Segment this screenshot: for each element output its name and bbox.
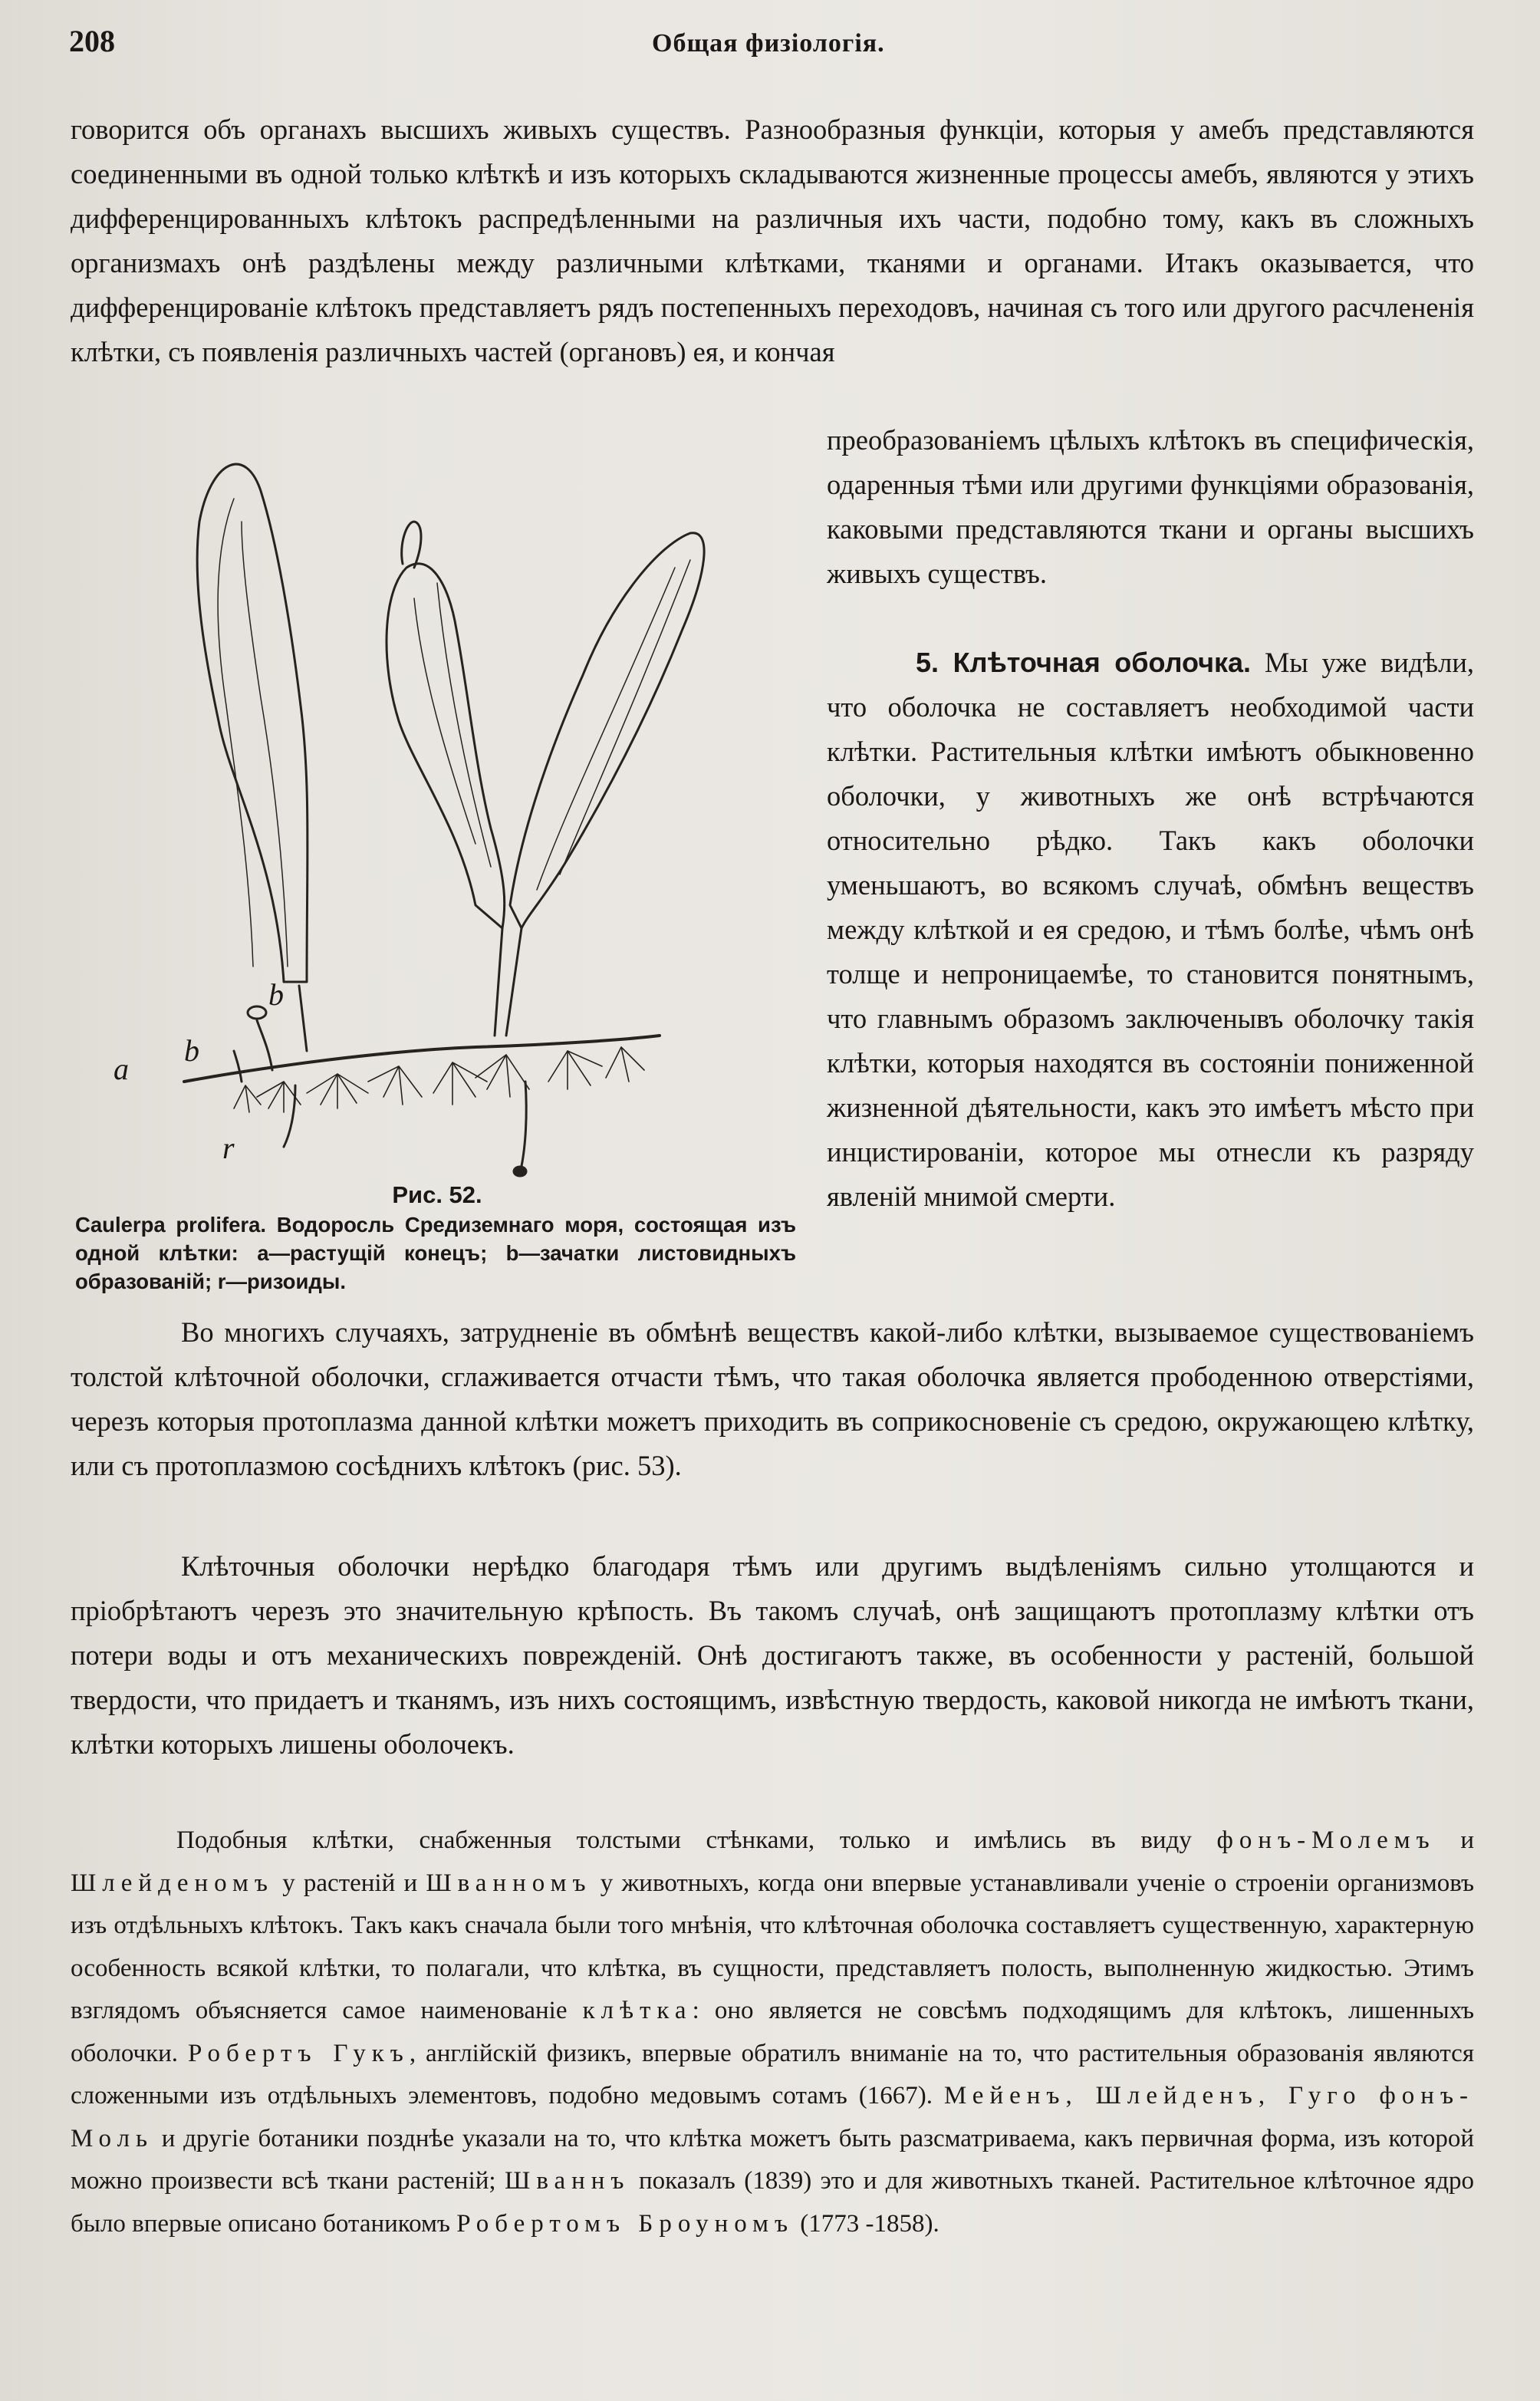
historical-note [71,1820,1474,2245]
note-name-brown: Робертомъ Броуномъ [456,2209,795,2238]
paragraph-1 [71,107,1474,374]
running-title: Общая физіологія. [652,29,885,58]
label-b-1: b [184,1033,199,1068]
note-text-5: : оно является не совсѣмъ подходящимъ для клѣтокъ, лишенныхъ оболочки. [71,1997,1475,2067]
note-name-hooke: Робертъ Гукъ [187,2039,410,2067]
figure-number: Рис. 52. [392,1181,482,1208]
note-text-2: и [1460,1826,1475,1854]
figure-52 [75,441,796,1293]
label-r: r [222,1131,235,1165]
note-word-cell: клѣтка [582,1997,693,2024]
label-b-2: b [268,977,284,1012]
page-number: 208 [69,24,115,58]
paragraph-1-continued [827,418,1474,596]
section-heading: 5. Клѣточная оболочка. [916,647,1252,678]
running-head [69,23,1473,69]
paragraph-2-text: Мы уже видѣли, что оболочка не составляетъ необходимой части клѣтки. Растительныя клѣтки имѣютъ обыкновенно оболочки, у животныхъ же онѣ встрѣчаются относительно рѣдко. Такъ какъ оболочки уменьшаютъ, во всякомъ случаѣ, обмѣнъ веществъ между клѣткой и ея средою, и тѣмъ болѣе, чѣмъ онѣ толще и непроницаемѣе, то становится понятнымъ, что главнымъ образомъ заключенывъ оболочку такія клѣтки, которыя находятся въ состояніи пониженной жизненной дѣятельности, какъ это имѣетъ мѣсто при инцистированіи, которое мы отнесли къ разряду явленій мнимой смерти. [827,647,1475,1212]
figure-species: Caulerpa prolifera. [75,1213,267,1237]
paragraph-1-text: говорится объ органахъ высшихъ живыхъ существъ. Разнообразныя функціи, которыя у амебъ представляются соединенными въ одной только клѣткѣ и изъ которыхъ складываются жизненные процессы амебъ, являются у этихъ дифференцированныхъ клѣтокъ распредѣленными на различныя ихъ части, подобно тому, какъ въ сложныхъ организмахъ онѣ раздѣлены между различными клѣтками, тканями и органами. Итакъ оказывается, что дифференцированіе клѣтокъ представляетъ рядъ постепенныхъ переходовъ, начиная съ того или другого расчлененія клѣтки, съ появленія различныхъ частей (органовъ) ея, и кончая [71,114,1474,367]
paragraph-3 [71,1310,1474,1488]
note-text-7: и другіе ботаники позднѣе указали на то, что клѣтка можетъ быть разсматриваема, какъ первичная форма, изъ которой можно произвести всѣ ткани растеній; [71,2124,1475,2195]
figure-caption [75,1210,796,1296]
paragraph-1-continued-text: преобразованіемъ цѣлыхъ клѣтокъ въ специфическія, одаренныя тѣми или другими функціями образованія, каковыми представляются ткани и органы высшихъ живыхъ существъ. [827,424,1474,589]
label-a: a [114,1052,129,1086]
paragraph-2 [827,641,1474,1219]
caulerpa-illustration [107,441,767,1177]
figure-caption-text: Водоросль Средиземнаго моря, состоящая изъ одной клѣтки: a—растущій конецъ; b—зачатки листовидныхъ образованій; r—ризоиды. [75,1213,796,1293]
note-name-mohl: фонъ-Молемъ [1216,1826,1436,1854]
note-text-1: Подобныя клѣтки, снабженныя толстыми стѣнками, только и имѣлись въ виду [176,1826,1192,1854]
note-name-meyen: Мейенъ, Шлейденъ, Гуго фонъ-Моль [71,2082,1474,2152]
note-text-3: у растеній и [282,1869,418,1897]
note-name-schwann: Шванномъ [426,1869,592,1897]
note-text-4: у животныхъ, когда они впервые устанавливали ученіе о строеніи организмовъ изъ отдѣльныхъ клѣтокъ. Такъ какъ сначала были того мнѣнія, что клѣточная оболочка составляетъ существенную, характерную особенность всякой клѣтки, то полагали, что клѣтка, въ сущности, представляетъ полость, выполненную жидкостью. Этимъ взглядомъ объясняется самое наименованіе [71,1869,1475,2024]
paragraph-4-text: Клѣточныя оболочки нерѣдко благодаря тѣмъ или другимъ выдѣленіямъ сильно утолщаются и пріобрѣтаютъ черезъ это значительную крѣпость. Въ такомъ случаѣ, онѣ защищаютъ протоплазму клѣтки отъ потери воды и отъ механическихъ поврежденій. Онѣ достигаютъ также, въ особенности у растеній, большой твердости, что придаетъ и тканямъ, изъ нихъ состоящимъ, извѣстную твердость, каковой никогда не имѣютъ ткани, клѣтки которыхъ лишены оболочекъ. [71,1550,1474,1760]
note-text-6: , англійскій физикъ, впервые обратилъ вниманіе на то, что растительныя образованія являются сложенными изъ отдѣльныхъ элементовъ, подобно медовымъ сотамъ (1667). [71,2039,1474,2110]
note-text-8: показалъ (1839) это и для животныхъ тканей. Растительное клѣточное ядро было впервые описано ботаникомъ [71,2167,1475,2238]
note-name-schleiden: Шлейденомъ [71,1869,274,1897]
note-name-schwann-2: Шваннъ [505,2167,630,2195]
note-text-9: (1773 -1858). [800,2209,939,2238]
paragraph-4 [71,1544,1474,1767]
paragraph-3-text: Во многихъ случаяхъ, затрудненіе въ обмѣнѣ веществъ какой-либо клѣтки, вызываемое существованіемъ толстой клѣточной оболочки, сглаживается отчасти тѣмъ, что такая оболочка является прободенною отверстіями, черезъ которыя протоплазма данной клѣтки можетъ приходить въ соприкосновеніе съ средою, окружающею клѣтку, или съ протоплазмою сосѣднихъ клѣтокъ (рис. 53). [71,1316,1474,1481]
